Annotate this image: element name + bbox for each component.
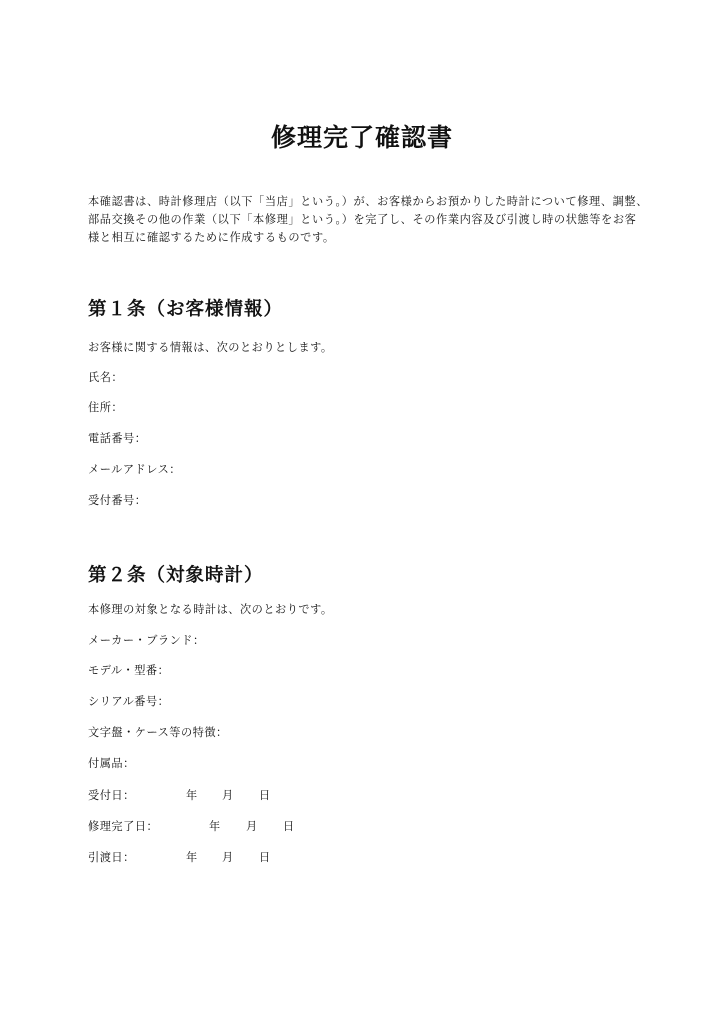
field-maker-label: メーカー・ブランド： (88, 634, 205, 647)
intro-paragraph: 本確認書は、時計修理店（以下「当店」という。）が、お客様からお預かりした時計について修理、調整、部品交換その他の作業（以下「本修理」という。）を完了し、その作業内容及び引渡し時の状態等をお客様と相互に確認するために作成するものです。 (88, 195, 648, 244)
delivered-day-unit: 日 (259, 851, 271, 864)
field-name-label: 氏名： (88, 371, 124, 384)
completed-month-unit: 月 (246, 820, 258, 833)
completed-year-unit: 年 (209, 820, 221, 833)
delivered-year-unit: 年 (186, 851, 198, 864)
article2-heading: 第２条（対象時計） (88, 565, 264, 586)
received-year-unit: 年 (186, 789, 198, 802)
received-day-unit: 日 (259, 789, 271, 802)
field-completed-date-label: 修理完了日： (88, 820, 159, 833)
field-serial-label: シリアル番号： (88, 695, 170, 708)
article1-lead: お客様に関する情報は、次のとおりとします。 (88, 341, 333, 354)
completed-day-unit: 日 (283, 820, 295, 833)
field-features-label: 文字盤・ケース等の特徴： (88, 726, 228, 739)
field-address-label: 住所： (88, 401, 124, 414)
document-title: 修理完了確認書 (270, 123, 453, 152)
field-phone-label: 電話番号： (88, 432, 147, 445)
received-month-unit: 月 (222, 789, 234, 802)
article1-heading: 第１条（お客様情報） (88, 299, 284, 320)
delivered-month-unit: 月 (222, 851, 234, 864)
field-email-label: メールアドレス： (88, 463, 181, 476)
field-received-date-label: 受付日： (88, 789, 135, 802)
field-reception-number-label: 受付番号： (88, 494, 147, 507)
field-model-label: モデル・型番： (88, 664, 170, 677)
field-delivered-date-label: 引渡日： (88, 851, 135, 864)
field-accessories-label: 付属品： (88, 757, 135, 770)
article2-lead: 本修理の対象となる時計は、次のとおりです。 (88, 603, 333, 616)
